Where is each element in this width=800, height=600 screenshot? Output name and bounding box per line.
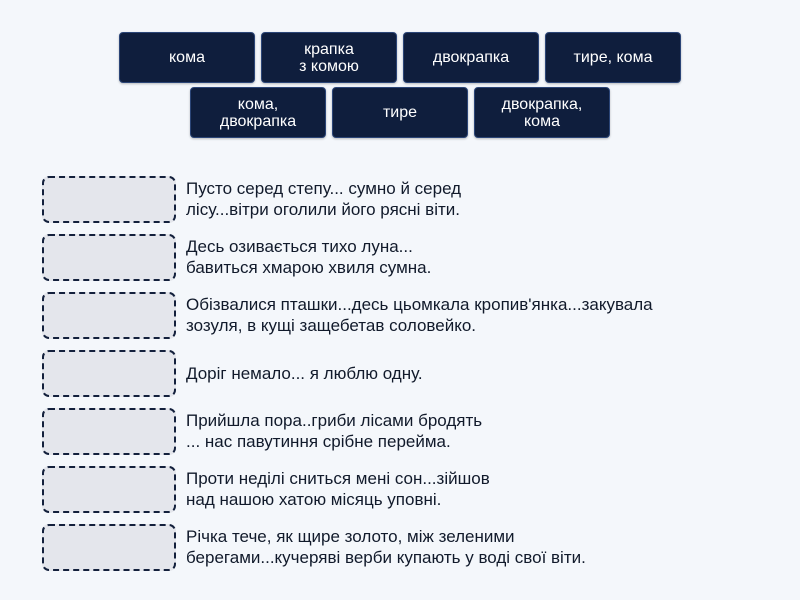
option-dvokrapka[interactable]: двокрапка xyxy=(403,32,539,83)
drop-target[interactable] xyxy=(42,466,176,513)
sentence-item xyxy=(42,460,782,518)
sentence-item xyxy=(42,518,782,576)
sentence-item xyxy=(42,344,782,402)
answer-options xyxy=(0,32,800,142)
sentence-text: Пусто серед степу... сумно й серед лісу...вітри оголили його рясні віти. xyxy=(186,179,462,219)
option-koma-dvokrapka[interactable]: кома, двокрапка xyxy=(190,87,326,138)
drop-target[interactable] xyxy=(42,292,176,339)
drop-target[interactable] xyxy=(42,350,176,397)
drop-target[interactable] xyxy=(42,524,176,571)
option-dvokrapka-koma[interactable]: двокрапка, кома xyxy=(474,87,610,138)
drop-target[interactable] xyxy=(42,408,176,455)
sentence-item xyxy=(42,228,782,286)
sentence-text: Прийшла пора..гриби лісами бродять ... нас павутиння срібне перейма. xyxy=(186,411,483,451)
sentence-list xyxy=(42,170,782,576)
option-tyre-koma[interactable]: тире, кома xyxy=(545,32,681,83)
drop-target[interactable] xyxy=(42,176,176,223)
sentence-text: Проти неділі сниться мені сон...зійшов над нашою хатою місяць уповні. xyxy=(186,469,490,509)
option-tyre[interactable]: тире xyxy=(332,87,468,138)
sentence-item xyxy=(42,402,782,460)
option-koma[interactable]: кома xyxy=(119,32,255,83)
sentence-text: Річка тече, як щире золото, між зеленими берегами...кучеряві верби купають у воді свої віти. xyxy=(186,527,586,567)
sentence-text: Доріг немало... я люблю одну. xyxy=(186,363,423,383)
sentence-item xyxy=(42,286,782,344)
sentence-text: Обізвалися пташки...десь цьомкала кропив'янка...закувала зозуля, в кущі защебетав соловейко. xyxy=(186,295,653,335)
answer-options-row-1 xyxy=(0,32,800,83)
answer-options-row-2 xyxy=(0,87,800,138)
drop-target[interactable] xyxy=(42,234,176,281)
option-krapka-z-komoyu[interactable]: крапка з комою xyxy=(261,32,397,83)
sentence-item xyxy=(42,170,782,228)
sentence-text: Десь озивається тихо луна... бавиться хмарою хвиля сумна. xyxy=(186,237,432,277)
